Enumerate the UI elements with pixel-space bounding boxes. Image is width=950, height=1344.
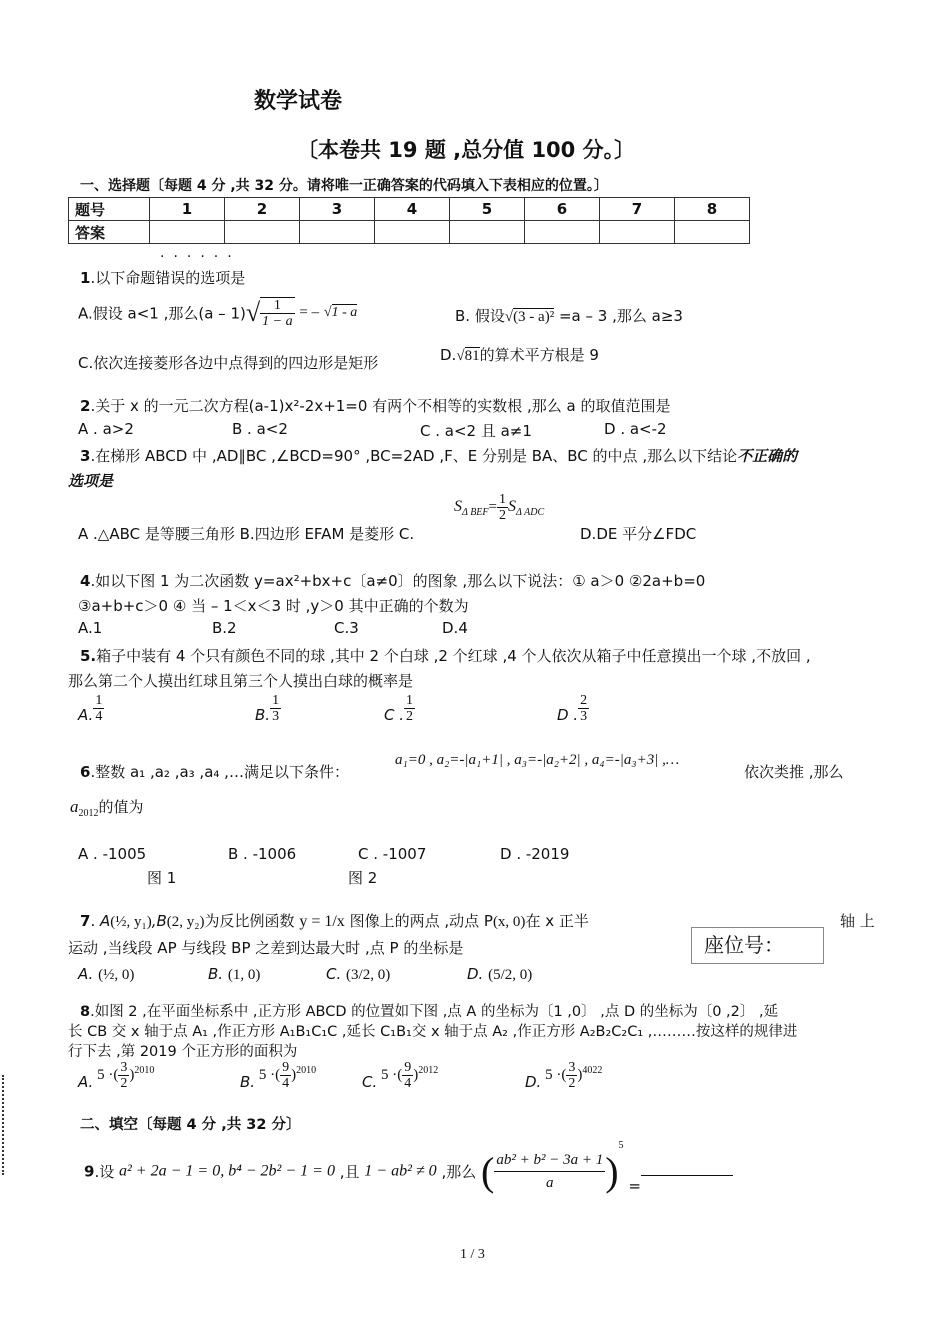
exam-subtitle: 〔本卷共 19 题 ,总分值 100 分。〕 — [297, 138, 636, 162]
q4-option: B.2 — [212, 619, 237, 637]
table-cell: 1 — [150, 198, 225, 221]
q7-option-c: C. (3/2, 0) — [326, 965, 391, 983]
q7-option-b: B. (1, 0) — [208, 965, 261, 983]
q1-option-c: C.依次连接菱形各边中点得到的四边形是矩形 — [78, 354, 379, 372]
q6-option: B . -1006 — [228, 845, 297, 863]
q4-stem: 4.如以下图 1 为二次函数 y=ax²+bx+c〔a≠0〕的图象 ,那么以下说法：① a＞0 ②2a+b=0 — [80, 572, 706, 590]
q4-option: A.1 — [78, 619, 103, 637]
page-number: 1 / 3 — [460, 1247, 485, 1262]
q9-stem: 9.设 a² + 2a − 1 = 0, b⁴ − 2b² − 1 = 0 ,且 1 − ab² ≠ 0 ,那么 ( $\frac{\text{ab² + b² − 3a + 1}}{a}$ )$^5$ = — [84, 1140, 733, 1200]
q8-stem-line3: 行下去 ,第 2019 个正方形的面积为 — [68, 1044, 298, 1060]
q2-option: D . a<-2 — [604, 420, 667, 438]
table-cell: 4 — [375, 198, 450, 221]
answer-cell[interactable] — [600, 221, 675, 244]
table-cell: 2 — [225, 198, 300, 221]
answer-table — [68, 197, 750, 244]
binding-margin-dots — [2, 1075, 8, 1175]
q8-option-d: D. 5 ·( $\frac{3}{2}$ )$^{4022}$ — [525, 1060, 603, 1091]
q8-stem-line2: 长 CB 交 x 轴于点 A₁ ,作正方形 A₁B₁C₁C ,延长 C₁B₁交 x 轴于点 A₂ ,作正方形 A₂B₂C₂C₁ ,………按这样的规律进 — [68, 1024, 798, 1040]
q9-answer-blank[interactable] — [641, 1161, 733, 1176]
q6-stem-tail: 依次类推 ,那么 — [744, 763, 844, 781]
q7-axis-text: 轴 上 — [840, 912, 875, 930]
answer-cell[interactable] — [300, 221, 375, 244]
table-cell: 5 — [450, 198, 525, 221]
q1-option-a: A.假设 a<1 ,那么(a – 1)√ $\frac{1}{1 - a}$ = – √1 - a — [78, 298, 358, 329]
table-cell: 8 — [675, 198, 750, 221]
q7-stem-line2: 运动 ,当线段 AP 与线段 BP 之差到达最大时 ,点 P 的坐标是 — [68, 939, 464, 957]
q8-stem: 8.如图 2 ,在平面坐标系中 ,正方形 ABCD 的位置如下图 ,点 A 的坐标为〔1 ,0〕 ,点 D 的坐标为〔0 ,2〕 ,延 — [80, 1004, 779, 1020]
q3-option-c-formula: $S_{\Delta BEF}=$ $\frac{1}{2}$ $S_{\Delta ADC}$ — [454, 492, 545, 523]
table-row — [69, 221, 750, 244]
q8-option-a: A. 5 ·( $\frac{3}{2}$ )$^{2010}$ — [78, 1060, 155, 1091]
figure-1-label: 图 1 — [147, 869, 177, 887]
q4-stem-line2: ③a+b+c＞0 ④ 当 – 1＜x＜3 时 ,y＞0 其中正确的个数为 — [78, 597, 469, 615]
q1-option-d: D.√81的算术平方根是 9 — [440, 346, 599, 364]
q2-stem: 2.关于 x 的一元二次方程(a-1)x²-2x+1=0 有两个不相等的实数根 ,那么 a 的取值范围是 — [80, 397, 671, 415]
q6-stem-line2: $a_{2012}$的值为 — [70, 797, 144, 819]
q6-option: A . -1005 — [78, 845, 147, 863]
answer-cell[interactable] — [375, 221, 450, 244]
emphasis-dots: ······ — [160, 249, 241, 265]
q1-option-b: B. 假设√(3 - a)² =a – 3 ,那么 a≥3 — [455, 307, 683, 325]
table-header-label: 题号 — [69, 198, 150, 221]
answer-cell[interactable] — [525, 221, 600, 244]
section2-heading: 二、填空〔每题 4 分 ,共 32 分〕 — [80, 1117, 301, 1133]
q5-option-d: D . $\frac{2}{3}$ — [557, 693, 588, 724]
q5-option-a: A. $\frac{1}{4}$ — [78, 693, 103, 724]
q5-stem: 5.箱子中装有 4 个只有颜色不同的球 ,其中 2 个白球 ,2 个红球 ,4 个人依次从箱子中任意摸出一个球 ,不放回 , — [80, 647, 811, 665]
q3-option-d: D.DE 平分∠FDC — [580, 525, 697, 543]
table-answer-label: 答案 — [69, 221, 150, 244]
q3-options-ab: A .△ABC 是等腰三角形 B.四边形 EFAM 是菱形 C. — [78, 525, 415, 543]
q2-option: B . a<2 — [232, 420, 288, 438]
q4-option: C.3 — [334, 619, 359, 637]
q4-option: D.4 — [442, 619, 468, 637]
q6-stem: 6.整数 a₁ ,a₂ ,a₃ ,a₄ ,…满足以下条件： — [80, 763, 349, 781]
q5-option-c: C . $\frac{1}{2}$ — [384, 693, 414, 724]
table-row — [69, 198, 750, 221]
answer-cell[interactable] — [675, 221, 750, 244]
q7-option-a: A. (½, 0) — [78, 965, 135, 983]
q3-stem: 3.在梯形 ABCD 中 ,AD∥BC ,∠BCD=90° ,BC=2AD ,F、E 分别是 BA、BC 的中点 ,那么以下结论不正确的 — [80, 447, 798, 465]
q5-option-b: B. $\frac{1}{3}$ — [255, 693, 280, 724]
q8-option-c: C. 5 ·( $\frac{9}{4}$ )$^{2012}$ — [362, 1060, 439, 1091]
q2-option: C . a<2 且 a≠1 — [420, 422, 532, 440]
figure-2-label: 图 2 — [348, 869, 378, 887]
q5-stem-line2: 那么第二个人摸出红球且第三个人摸出白球的概率是 — [68, 672, 414, 690]
q1-stem: 1.以下命题错误的选项是 — [80, 269, 246, 287]
answer-cell[interactable] — [225, 221, 300, 244]
q3-stem-emphasis: 选项是 — [68, 472, 114, 490]
seat-number-box[interactable]: 座位号： — [691, 927, 824, 964]
page-title: 数学试卷 — [254, 89, 343, 114]
q8-option-b: B. 5 ·( $\frac{9}{4}$ )$^{2010}$ — [240, 1060, 317, 1091]
answer-cell[interactable] — [150, 221, 225, 244]
table-cell: 3 — [300, 198, 375, 221]
q7-option-d: D. (5/2, 0) — [467, 965, 533, 983]
section1-heading: 一、选择题〔每题 4 分 ,共 32 分。请将唯一正确答案的代码填入下表相应的位置。〕 — [80, 178, 608, 194]
q2-option: A . a>2 — [78, 420, 134, 438]
q6-option: D . -2019 — [500, 845, 570, 863]
table-cell: 7 — [600, 198, 675, 221]
q6-option: C . -1007 — [358, 845, 427, 863]
q6-conditions: a₁=0 , a₂=-|a₁+1| , a₃=-|a₂+2| , a₄=-|a₃+3| ,… — [395, 752, 680, 768]
q7-stem: 7. A(½, y₁),B(2, y₂)为反比例函数 y = 1/x 图像上的两点 ,动点 P(x, 0)在 x 正半 — [80, 912, 589, 930]
answer-cell[interactable] — [450, 221, 525, 244]
table-cell: 6 — [525, 198, 600, 221]
